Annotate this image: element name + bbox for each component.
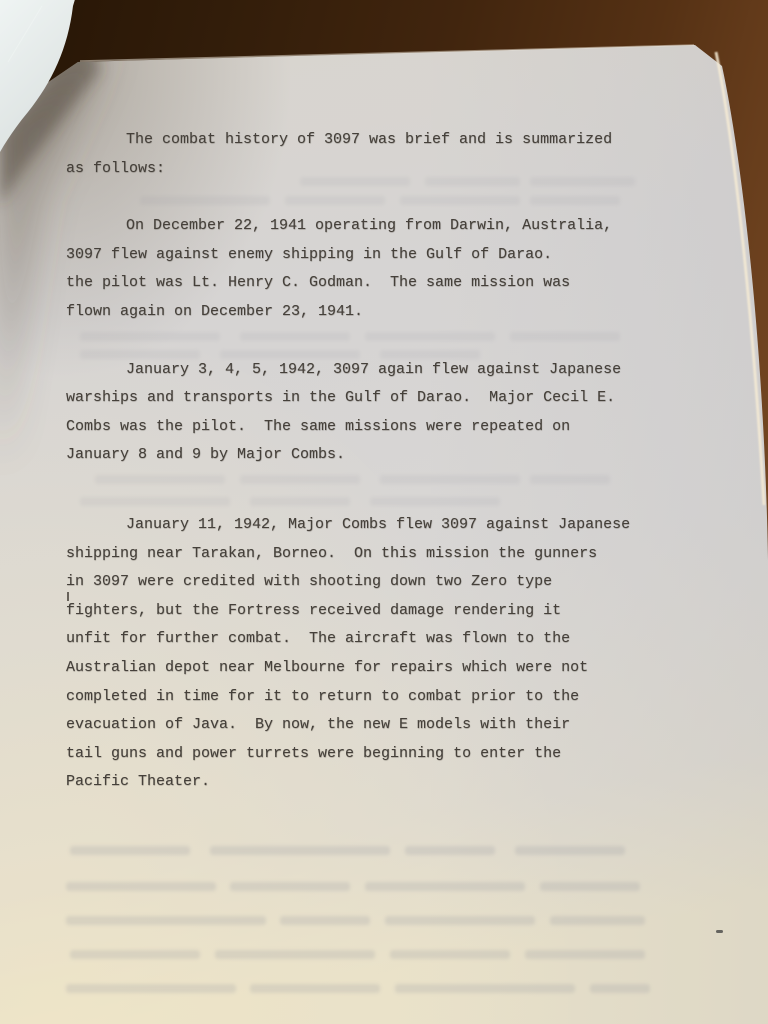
text-line: fighters, but the Fortress received damage rendering it [66, 601, 562, 619]
paragraph-2 [66, 212, 676, 326]
text-line: On December 22, 1941 operating from Darwin, Australia, [126, 217, 613, 235]
typewritten-text [66, 126, 676, 797]
paragraph-1 [66, 126, 676, 183]
paragraph-3 [66, 356, 676, 470]
text-line: January 11, 1942, Major Combs flew 3097 against Japanese [126, 515, 631, 533]
text-line: as follows: [66, 159, 166, 177]
text-line: completed in time for it to return to combat prior to the [66, 687, 580, 705]
text-line: 3097 flew against enemy shipping in the Gulf of Darao. [66, 245, 553, 263]
text-line: evacuation of Java. By now, the new E models with their [66, 716, 571, 734]
text-line: January 3, 4, 5, 1942, 3097 again flew against Japanese [126, 360, 622, 378]
text-line: shipping near Tarakan, Borneo. On this mission the gunners [66, 544, 598, 562]
paper-speck [716, 930, 723, 933]
text-line: in 3097 were credited with shooting down two Zero type [66, 573, 553, 591]
text-line: January 8 and 9 by Major Combs. [66, 446, 346, 464]
text-line: The combat history of 3097 was brief and is summarized [126, 131, 613, 148]
text-line: unfit for further combat. The aircraft was flown to the [66, 630, 571, 648]
text-line: Pacific Theater. [66, 773, 211, 791]
text-line: warships and transports in the Gulf of Darao. Major Cecil E. [66, 389, 616, 407]
text-line: tail guns and power turrets were beginning to enter the [66, 744, 562, 762]
paragraph-4 [66, 511, 676, 797]
text-line: flown again on December 23, 1941. [66, 302, 364, 320]
text-line: Combs was the pilot. The same missions were repeated on [66, 417, 571, 435]
text-line: Australian depot near Melbourne for repairs which were not [66, 658, 589, 676]
text-line: the pilot was Lt. Henry C. Godman. The same mission was [66, 274, 571, 292]
